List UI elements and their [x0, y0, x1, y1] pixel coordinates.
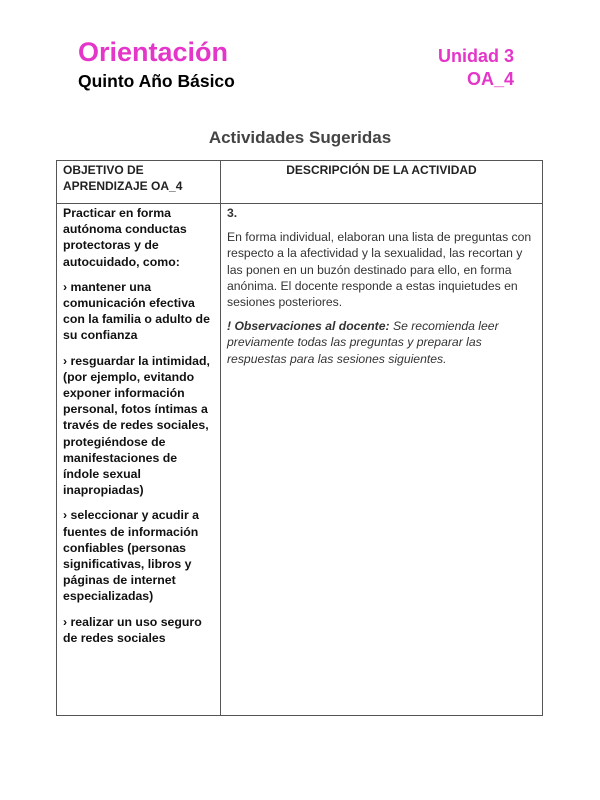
header-cell-objective [57, 161, 221, 204]
activity-number: 3. [227, 206, 238, 220]
description-cell [221, 204, 543, 716]
objective-code: OA_4 [466, 69, 514, 89]
table-row [57, 204, 543, 716]
section-title: Actividades Sugeridas [208, 128, 392, 147]
header-objective-label: OBJETIVO DE APRENDIZAJE OA_4 [63, 163, 183, 193]
objective-item: › realizar un uso seguro de redes sociales [63, 614, 202, 645]
page-header-right [438, 45, 514, 91]
grade-level: Quinto Año Básico [78, 71, 235, 91]
observation-label: ! Observaciones al docente: [227, 319, 390, 334]
observation-text: Se recomienda leer previamente todas las preguntas y preparar las respuestas para las sesiones siguientes. [227, 319, 499, 366]
activity-description: En forma individual, elaboran una lista de preguntas con respecto a la afectividad y la sexualidad, las recortan y las ponen en un buzón destinado para ello, en forma anónima. El docente responde a estas inquietudes en sesiones posteriores. [227, 230, 532, 310]
subject-title: Orientación [78, 37, 229, 67]
objective-intro: Practicar en forma autónoma conductas protectoras y de autocuidado, como: [63, 206, 187, 269]
objective-cell [57, 204, 221, 716]
objective-item: › mantener una comunicación efectiva con la familia o adulto de su confianza [63, 279, 210, 343]
header-cell-description [221, 161, 543, 204]
activities-table [56, 160, 543, 716]
objective-item: › resguardar la intimidad, (por ejemplo, evitando exponer información personal, fotos íntimas a través de redes sociales, protegiéndose de manifestaciones de índole sexual inapropiadas) [63, 353, 210, 498]
objective-item: › seleccionar y acudir a fuentes de información confiables (personas significativas, libros y páginas de internet especializadas) [63, 508, 200, 604]
teacher-observation [227, 318, 532, 367]
unit-label: Unidad 3 [437, 46, 514, 66]
table-header-row [57, 161, 543, 204]
header-description-label: DESCRIPCIÓN DE LA ACTIVIDAD [286, 163, 477, 177]
page-header-left [78, 36, 235, 92]
